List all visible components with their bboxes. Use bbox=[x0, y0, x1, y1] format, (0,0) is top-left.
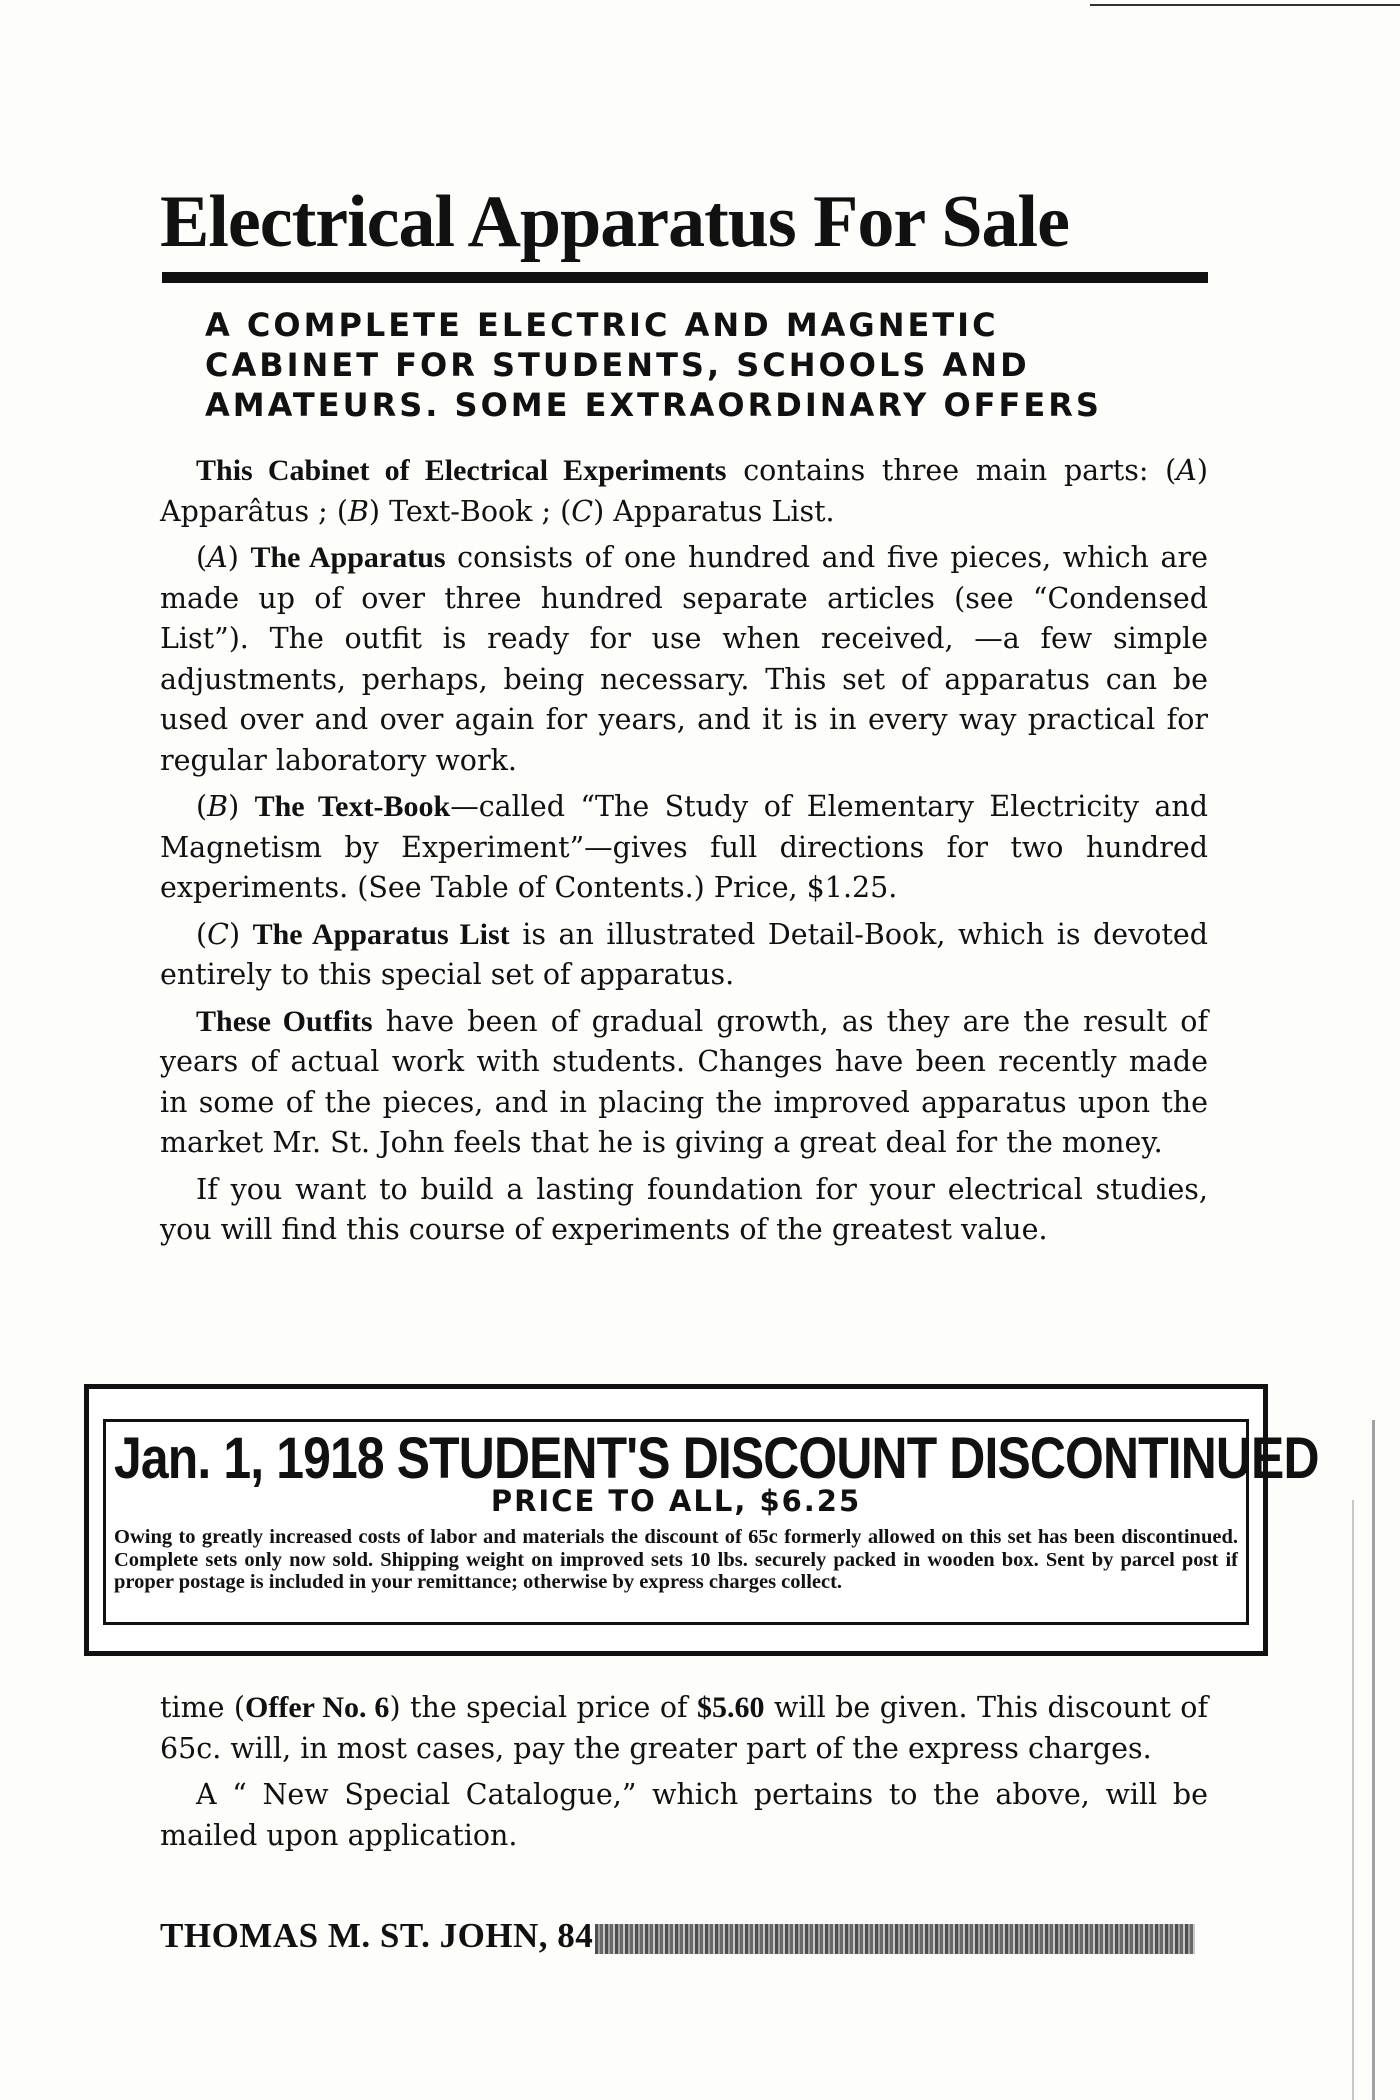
paragraph-lead: The Text-Book bbox=[254, 790, 451, 823]
paren: ( bbox=[196, 917, 208, 951]
seller-name-address: THOMAS M. ST. JOHN, 84 bbox=[160, 1916, 594, 1955]
paren: ) bbox=[228, 790, 255, 823]
paragraph-text: have been of gradual growth, as they are the result of years of actual work with students. Changes have been recently made in some of the pieces, and in placing the improved apparatus upon the market Mr. St. John feels that he is giving a great deal for the money. bbox=[160, 1004, 1209, 1159]
paragraph-offer bbox=[160, 1688, 1208, 1769]
paragraph-text: consists of one hundred and five pieces, which are made up of over three hundred separate articles (see “Condensed List”). The outfit is ready for use when received, —a few simple adjustments, perhaps, being necessary. This set of apparatus can be used over and over again for years, and it is in every way practical for regular laboratory work. bbox=[160, 541, 1208, 777]
paragraph-lead: The Apparatus bbox=[250, 541, 446, 574]
paragraph-apparatus-list bbox=[160, 915, 1208, 996]
paren: ( bbox=[196, 541, 208, 574]
description-text bbox=[160, 451, 1208, 1257]
paragraph-text: —called “The Study of Elementary Electricity and Magnetism by Experiment”—gives full directions for two hundred experiments. (See Table of Contents.) Price, $1.25. bbox=[160, 790, 1208, 904]
paren: ) bbox=[227, 541, 251, 574]
page-title: Electrical Apparatus For Sale bbox=[160, 181, 1069, 263]
part-letter: B bbox=[347, 494, 369, 528]
part-letter: C bbox=[207, 917, 229, 951]
paragraph-cabinet bbox=[160, 451, 1208, 532]
subheading-line-2: CABINET FOR STUDENTS, SCHOOLS AND bbox=[205, 346, 1030, 384]
notice-body: Owing to greatly increased costs of labor and materials the discount of 65c formerly allowed on this set has been discontinued. Complete sets only now sold. Shipping weight on improved sets 10 lbs. securely packed in wooden box. Sent by parcel post if proper postage is included in your remittance; otherwise by express charges collect. bbox=[114, 1526, 1238, 1593]
seller-signature bbox=[160, 1916, 1208, 1956]
subheading-line-1: A COMPLETE ELECTRIC AND MAGNETIC bbox=[205, 306, 999, 344]
page-edge-line bbox=[1090, 4, 1400, 6]
subheading bbox=[205, 305, 1205, 425]
paragraph-text: time ( bbox=[160, 1691, 246, 1724]
offer-text bbox=[160, 1688, 1208, 1862]
paragraph-text-book bbox=[160, 787, 1208, 909]
notice-price: PRICE TO ALL, $6.25 bbox=[490, 1484, 862, 1518]
paragraph-lead: This Cabinet of Electrical Experiments bbox=[196, 454, 727, 487]
paragraph-text: will be given. This discount of 65c. will, in most cases, pay the greater part of the express charges. bbox=[160, 1691, 1208, 1765]
part-letter: A bbox=[207, 541, 228, 574]
paragraph-text: ) Apparâtus ; ( bbox=[160, 454, 1209, 528]
part-letter: C bbox=[571, 494, 594, 528]
offer-price: $5.60 bbox=[697, 1691, 765, 1724]
offer-number: Offer No. 6 bbox=[245, 1691, 390, 1724]
paragraph-catalogue: A “ New Special Catalogue,” which pertains to the above, will be mailed upon application. bbox=[160, 1778, 1208, 1852]
paragraph-text: is an illustrated Detail-Book, which is devoted entirely to this special set of apparatus. bbox=[160, 917, 1208, 991]
page-edge-shadow-secondary bbox=[1352, 1500, 1354, 2100]
page-edge-shadow bbox=[1372, 1420, 1375, 2100]
notice-headline: Jan. 1, 1918 STUDENT'S DISCOUNT DISCONTINUED bbox=[114, 1426, 1319, 1491]
paren: ) bbox=[228, 917, 253, 951]
paragraph-outfits bbox=[160, 1002, 1208, 1164]
subheading-line-3: AMATEURS. SOME EXTRAORDINARY OFFERS bbox=[205, 386, 1102, 424]
paragraph-text: ) Apparatus List. bbox=[593, 494, 835, 528]
paragraph-text: ) Text-Book ; ( bbox=[368, 494, 572, 528]
title-rule bbox=[162, 272, 1208, 283]
paragraph-lead: These Outfits bbox=[196, 1004, 373, 1038]
paragraph-foundation: If you want to build a lasting foundation for your electrical studies, you will find this course of experiments of the greatest value. bbox=[160, 1172, 1208, 1246]
part-letter: A bbox=[1176, 454, 1197, 487]
paragraph-text: contains three main parts: ( bbox=[726, 454, 1177, 487]
discount-notice-box bbox=[84, 1384, 1319, 1656]
part-letter: B bbox=[207, 790, 229, 823]
discount-notice-inner-frame bbox=[103, 1419, 1319, 1625]
smudged-address bbox=[595, 1924, 1195, 1954]
paragraph-apparatus bbox=[160, 538, 1208, 781]
paragraph-lead: The Apparatus List bbox=[252, 917, 510, 951]
paragraph-text: ) the special price of bbox=[389, 1691, 698, 1724]
paren: ( bbox=[196, 790, 208, 823]
